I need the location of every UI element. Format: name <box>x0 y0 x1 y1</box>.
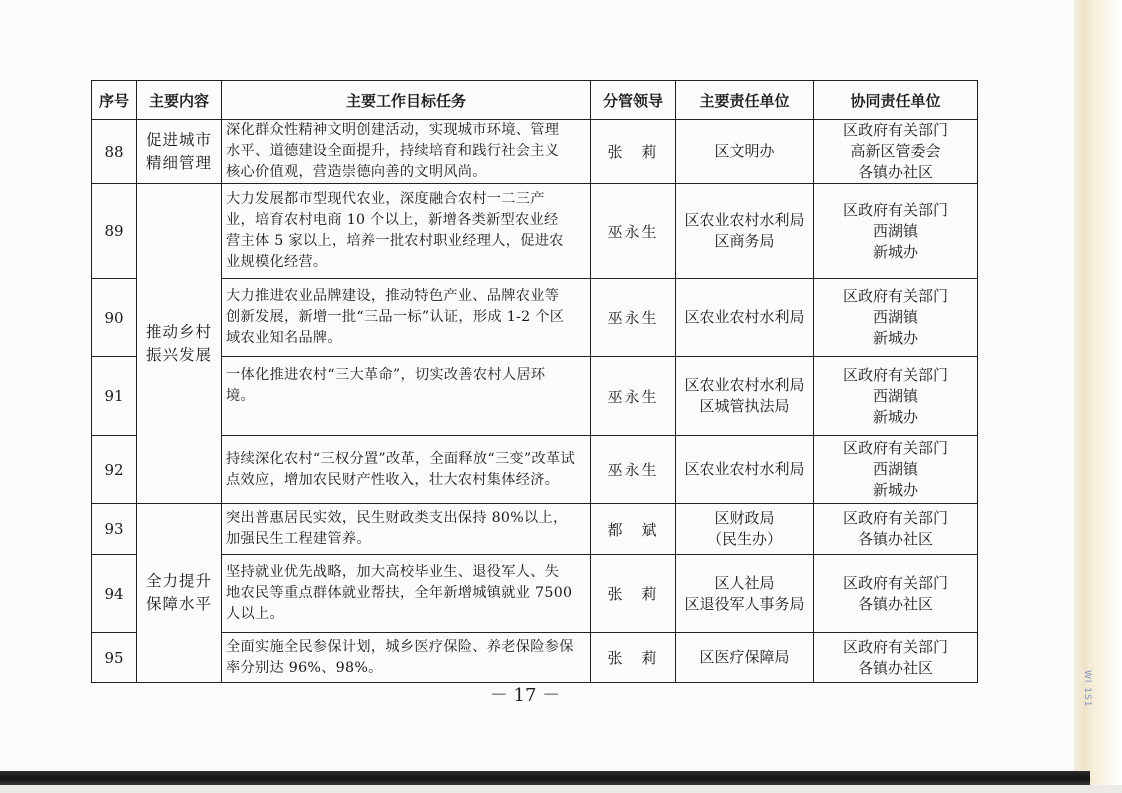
row-leader: 巫永生 <box>591 357 676 436</box>
row-no: 91 <box>92 357 137 436</box>
row-co-units: 区政府有关部门 各镇办社区 <box>814 555 978 633</box>
header-task: 主要工作目标任务 <box>222 81 591 120</box>
row-no: 95 <box>92 633 137 683</box>
row-co-units: 区政府有关部门 各镇办社区 <box>814 504 978 555</box>
table-row <box>92 184 978 279</box>
row-co-units: 区政府有关部门 各镇办社区 <box>814 633 978 683</box>
table-row <box>92 120 978 184</box>
row-unit: 区财政局 （民生办） <box>676 504 814 555</box>
row-task: 深化群众性精神文明创建活动，实现城市环境、管理 水平、道德建设全面提升，持续培育和践行社会主义 核心价值观，营造崇德向善的文明风尚。 <box>222 120 591 184</box>
table-row <box>92 555 978 633</box>
table-header-row <box>92 81 978 120</box>
row-no: 92 <box>92 436 137 504</box>
row-category: 促进城市 精细管理 <box>137 120 222 184</box>
row-leader: 都 斌 <box>591 504 676 555</box>
row-unit: 区农业农村水利局 区城管执法局 <box>676 357 814 436</box>
row-leader: 张 莉 <box>591 120 676 184</box>
table-row <box>92 279 978 357</box>
row-no: 93 <box>92 504 137 555</box>
row-task: 持续深化农村“三权分置”改革，全面释放“三变”改革试 点效应，增加农民财产性收入，壮大农村集体经济。 <box>222 436 591 504</box>
work-target-table <box>91 80 978 683</box>
header-category: 主要内容 <box>137 81 222 120</box>
row-co-units: 区政府有关部门 西湖镇 新城办 <box>814 184 978 279</box>
row-unit: 区人社局 区退役军人事务局 <box>676 555 814 633</box>
row-co-units: 区政府有关部门 西湖镇 新城办 <box>814 357 978 436</box>
row-no: 88 <box>92 120 137 184</box>
row-leader: 张 莉 <box>591 633 676 683</box>
header-leader: 分管领导 <box>591 81 676 120</box>
header-no: 序号 <box>92 81 137 120</box>
row-task: 大力发展都市型现代农业，深度融合农村一二三产 业，培育农村电商 10 个以上，新增各类新型农业经 营主体 5 家以上，培养一批农村职业经理人，促进农 业规模化经营。 <box>222 184 591 279</box>
row-leader: 张 莉 <box>591 555 676 633</box>
page-number: － 17 － <box>489 685 561 706</box>
row-unit: 区文明办 <box>676 120 814 184</box>
row-no: 90 <box>92 279 137 357</box>
scan-bottom-band <box>0 771 1090 785</box>
row-unit: 区农业农村水利局 <box>676 436 814 504</box>
row-leader: 巫永生 <box>591 184 676 279</box>
scan-bottom-margin <box>0 785 1122 793</box>
row-task: 一体化推进农村“三大革命”，切实改善农村人居环 境。 <box>222 357 591 436</box>
row-category: 推动乡村 振兴发展 <box>137 184 222 504</box>
row-task: 大力推进农业品牌建设，推动特色产业、品牌农业等 创新发展，新增一批“三品一标”认证，形成 1-2 个区 域农业知名品牌。 <box>222 279 591 357</box>
row-co-units: 区政府有关部门 高新区管委会 各镇办社区 <box>814 120 978 184</box>
header-unit: 主要责任单位 <box>676 81 814 120</box>
row-unit: 区医疗保障局 <box>676 633 814 683</box>
row-no: 89 <box>92 184 137 279</box>
row-task: 全面实施全民参保计划，城乡医疗保险、养老保险参保 率分别达 96%、98%。 <box>222 633 591 683</box>
table-row <box>92 633 978 683</box>
row-leader: 巫永生 <box>591 279 676 357</box>
row-co-units: 区政府有关部门 西湖镇 新城办 <box>814 436 978 504</box>
row-no: 94 <box>92 555 137 633</box>
row-task: 突出普惠居民实效，民生财政类支出保持 80%以上， 加强民生工程建管养。 <box>222 504 591 555</box>
header-co-units: 协同责任单位 <box>814 81 978 120</box>
row-leader: 巫永生 <box>591 436 676 504</box>
edge-stamp-marks: Wl 1S1 <box>1082 670 1092 708</box>
table-row <box>92 357 978 436</box>
row-task: 坚持就业优先战略，加大高校毕业生、退役军人、失 地农民等重点群体就业帮扶，全年新增城镇就业 7500 人以上。 <box>222 555 591 633</box>
row-unit: 区农业农村水利局 <box>676 279 814 357</box>
table-row <box>92 436 978 504</box>
row-co-units: 区政府有关部门 西湖镇 新城办 <box>814 279 978 357</box>
row-unit: 区农业农村水利局 区商务局 <box>676 184 814 279</box>
table-row <box>92 504 978 555</box>
row-category: 全力提升 保障水平 <box>137 504 222 683</box>
